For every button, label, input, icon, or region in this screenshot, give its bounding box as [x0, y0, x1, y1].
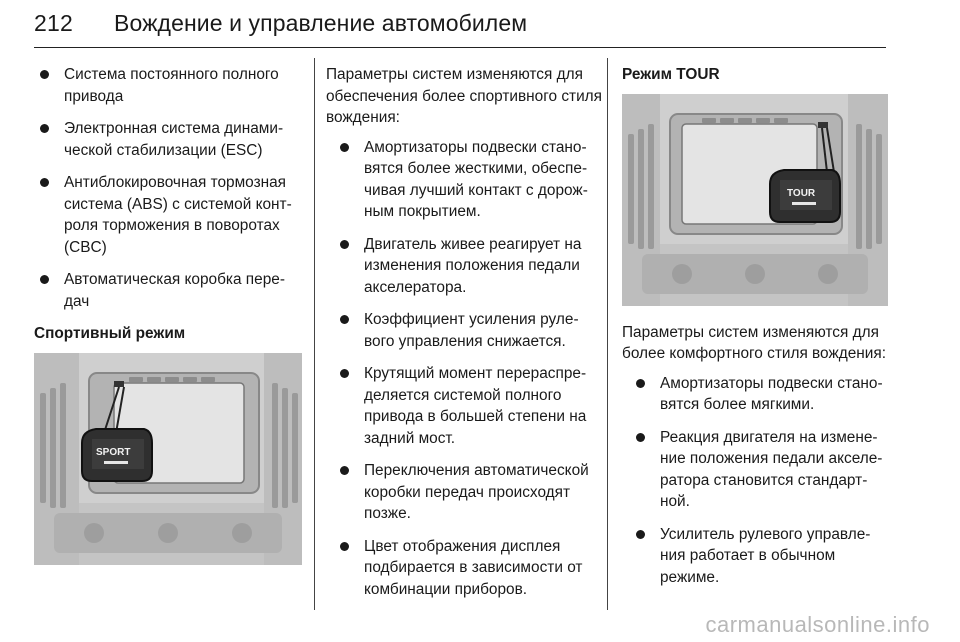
list-item: Амортизаторы подвески становятся более мягкими.	[630, 373, 888, 416]
list-item: Реакция двигателя на изменение положения педали акселератора становится стандартной.	[630, 427, 888, 513]
bullet-dot	[636, 379, 645, 388]
bullet-dot	[340, 542, 349, 551]
page-number: 212	[34, 10, 73, 36]
bullet-dot	[340, 466, 349, 475]
sport-params-list	[326, 137, 602, 601]
bullet-dot	[340, 240, 349, 249]
watermark: carmanualsonline.info	[705, 612, 930, 637]
list-item: Цвет отображения дисплея подбирается в зависимости от комбинации приборов.	[334, 536, 602, 601]
bullet-dot	[340, 315, 349, 324]
tour-params-list	[622, 373, 888, 589]
column-1	[34, 64, 302, 581]
bullet-dot	[40, 70, 49, 79]
list-item: Крутящий момент перераспределяется системой полного привода в большей степени на задний мост.	[334, 363, 602, 449]
list-item: Система постоянного полного привода	[34, 64, 302, 107]
list-item: Электронная система динамической стабилизации (ESC)	[34, 118, 302, 161]
sport-mode-heading: Спортивный режим	[34, 325, 186, 342]
list-item: Усилитель рулевого управления работает в обычном режиме.	[630, 524, 888, 589]
tour-button-photo	[622, 94, 888, 306]
bullet-dot	[340, 143, 349, 152]
bullet-dot	[40, 178, 49, 187]
list-item: Амортизаторы подвески становятся более жесткими, обеспечивая лучший контакт с дорожным покрытием.	[334, 137, 602, 223]
column-divider-1	[314, 58, 315, 610]
tour-mode-heading: Режим TOUR	[622, 66, 720, 83]
list-item: Антиблокировочная тормозная система (ABS) с системой контроля торможения в поворотах (CBC)	[34, 172, 302, 258]
tour-intro-text: Параметры систем изменяются для более комфортного стиля вождения:	[622, 323, 886, 362]
tour-button-text: TOUR	[787, 187, 816, 199]
bullet-dot	[40, 124, 49, 133]
list-item: Переключения автоматической коробки передач происходят позже.	[334, 460, 602, 525]
column-2	[326, 64, 602, 611]
bullet-dot	[636, 433, 645, 442]
column-divider-2	[607, 58, 608, 610]
page-header	[34, 6, 886, 48]
sport-button-photo	[34, 353, 302, 565]
bullet-dot	[636, 530, 645, 539]
page-title: Вождение и управление автомобилем	[114, 10, 528, 36]
bullet-dot	[40, 275, 49, 284]
list-item: Двигатель живее реагирует на изменения положения педали акселератора.	[334, 234, 602, 299]
sport-intro-text: Параметры систем изменяются для обеспечения более спортивного стиля вождения:	[326, 66, 602, 126]
column-3	[622, 64, 888, 599]
list-item: Коэффициент усиления рулевого управления снижается.	[334, 309, 602, 352]
features-list	[34, 64, 302, 312]
bullet-dot	[340, 369, 349, 378]
sport-button-text: SPORT	[96, 446, 131, 458]
list-item: Автоматическая коробка передач	[34, 269, 302, 312]
